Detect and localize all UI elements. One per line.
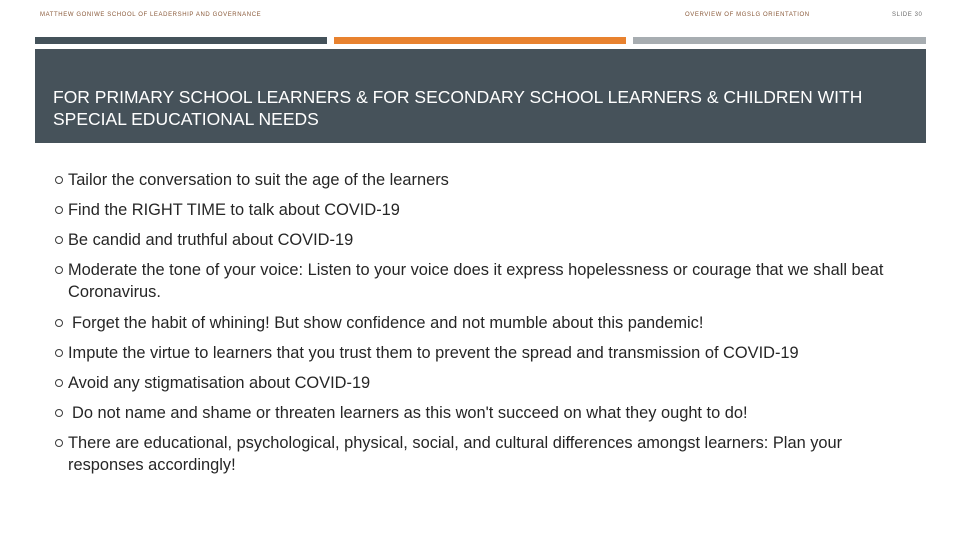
circle-bullet-icon (55, 349, 63, 357)
title-banner (35, 49, 926, 143)
bullet-text: Moderate the tone of your voice: Listen to your voice does it express hopelessness or courage that we shall beat Coronavirus. (68, 261, 884, 301)
circle-bullet-icon (55, 439, 63, 447)
list-item (53, 342, 913, 364)
circle-bullet-icon (55, 409, 63, 417)
list-item (53, 372, 913, 394)
circle-bullet-icon (55, 236, 63, 244)
circle-bullet-icon (55, 176, 63, 184)
header-left-text: MATTHEW GONIWE SCHOOL OF LEADERSHIP AND GOVERNANCE (40, 12, 262, 18)
circle-bullet-icon (55, 206, 63, 214)
list-item (53, 169, 913, 191)
accent-bar-dark (35, 37, 327, 44)
circle-bullet-icon (55, 266, 63, 274)
bullet-text: Find the RIGHT TIME to talk about COVID-19 (68, 201, 400, 219)
list-item (53, 402, 913, 424)
header-center-text: OVERVIEW OF MGSLG ORIENTATION (685, 12, 810, 18)
circle-bullet-icon (55, 379, 63, 387)
bullet-text: Impute the virtue to learners that you trust them to prevent the spread and transmission of COVID-19 (68, 344, 799, 362)
bullet-text: Be candid and truthful about COVID-19 (68, 231, 354, 249)
bullet-text: Avoid any stigmatisation about COVID-19 (68, 374, 371, 392)
slide-number: SLIDE 30 (892, 12, 923, 18)
bullet-text: Do not name and shame or threaten learners as this won't succeed on what they ought to do! (72, 404, 748, 422)
bullet-text: There are educational, psychological, physical, social, and cultural differences amongst learners: Plan your responses accordingly! (68, 434, 843, 474)
slide-title: FOR PRIMARY SCHOOL LEARNERS & FOR SECONDARY SCHOOL LEARNERS & CHILDREN WITH SPECIAL EDUCATIONAL NEEDS (53, 87, 863, 129)
bullet-text: Tailor the conversation to suit the age of the learners (68, 171, 449, 189)
accent-bar-grey (633, 37, 926, 44)
bullet-text: Forget the habit of whining! But show confidence and not mumble about this pandemic! (72, 314, 704, 332)
list-item (53, 229, 913, 251)
list-item (53, 259, 913, 303)
circle-bullet-icon (55, 319, 63, 327)
list-item (53, 432, 913, 476)
accent-bar-orange (334, 37, 626, 44)
list-item (53, 312, 913, 334)
list-item (53, 199, 913, 221)
